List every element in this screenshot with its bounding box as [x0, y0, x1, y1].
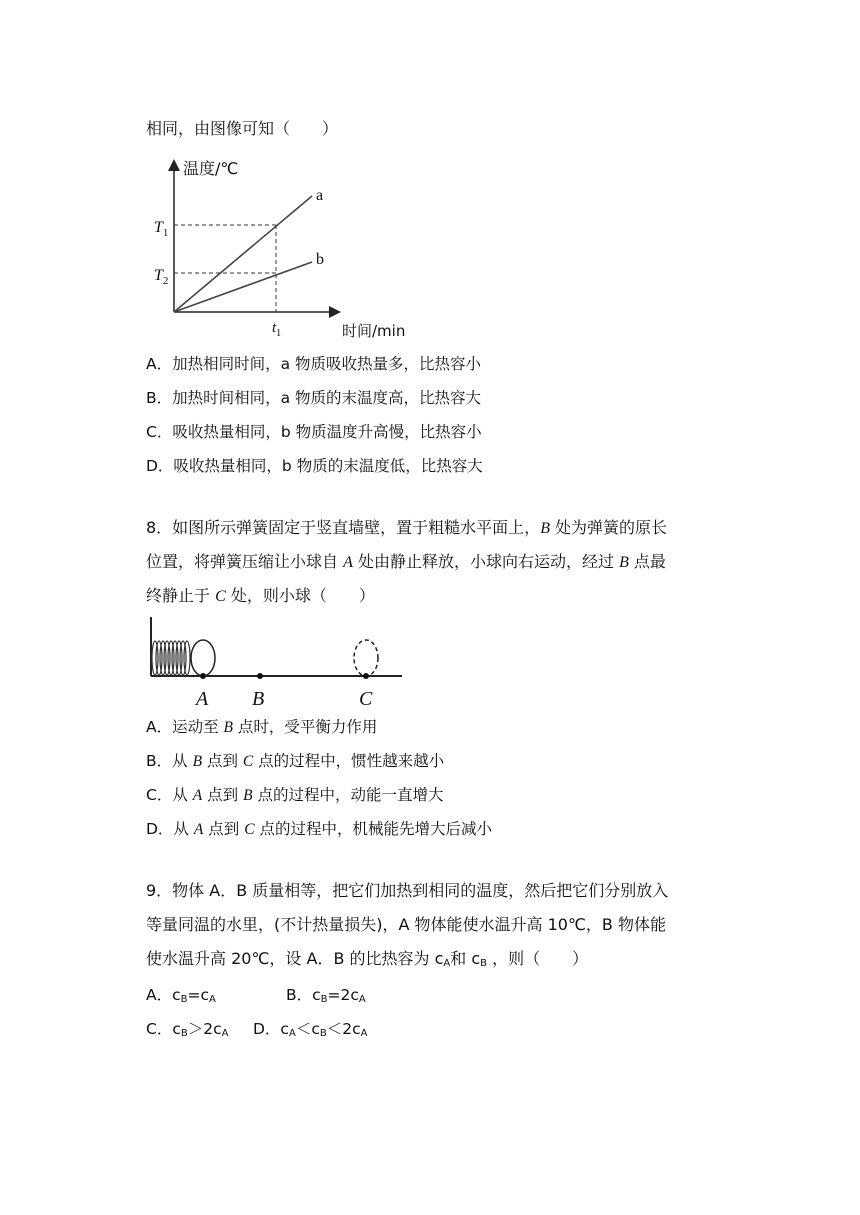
- q7-option-d: D．吸收热量相同，b 物质的末温度低，比热容大: [146, 457, 483, 475]
- label-b: B: [252, 688, 265, 710]
- x-axis-label: 时间/min: [342, 322, 406, 340]
- ball-at-a: [191, 640, 215, 676]
- q8-stem-line2: 位置，将弹簧压缩让小球自 A 处由静止释放，小球向右运动，经过 B 点最: [146, 552, 666, 571]
- q8-option-a: A．运动至 B 点时，受平衡力作用: [146, 718, 378, 736]
- q9-stem-line1: 9．物体 A．B 质量相等，把它们加热到相同的温度，然后把它们分别放入: [146, 881, 669, 900]
- t1-label: $t_1$: [272, 320, 282, 339]
- q8-option-b: B．从 B 点到 C 点的过程中，惯性越来越小: [146, 752, 445, 770]
- q8-spring-figure: [146, 612, 406, 712]
- line-b-label: b: [316, 251, 324, 268]
- q9-stem-line3: 使水温升高 20℃，设 A．B 的比热容为 $c_A$和 $c_B$ ，则（ ）: [146, 949, 589, 969]
- line-b: [174, 262, 312, 312]
- line-a: [174, 196, 312, 312]
- line-a-label: a: [316, 187, 324, 204]
- y-axis-label: 温度/℃: [183, 159, 239, 178]
- ball-at-c-dashed: [354, 640, 378, 676]
- q9-option-a: A．$c_B=c_A$: [146, 986, 216, 1005]
- spring: [152, 641, 190, 675]
- label-c: C: [359, 688, 373, 710]
- point-c: [363, 673, 369, 679]
- q7-option-c: C．吸收热量相同，b 物质温度升高慢，比热容小: [146, 423, 482, 441]
- q9-option-c: C．$c_B>2c_A$: [146, 1020, 229, 1039]
- T2-label: $T_2$: [154, 267, 169, 287]
- label-a: A: [196, 688, 209, 710]
- q8-option-c: C．从 A 点到 B 点的过程中，动能一直增大: [146, 786, 444, 804]
- q8-stem-line3: 终静止于 C 处，则小球（ ）: [146, 586, 375, 605]
- q7-temperature-graph: [150, 150, 420, 345]
- q9-option-b: B．$c_B=2c_A$: [286, 986, 366, 1005]
- q9-option-d: D．$c_A<c_B<2c_A$: [253, 1020, 368, 1039]
- q8-stem-line1: 8．如图所示弹簧固定于竖直墙壁，置于粗糙水平面上，B 处为弹簧的原长: [146, 518, 668, 537]
- q7-stem-tail: 相同，由图像可知（ ）: [146, 119, 339, 138]
- point-b: [257, 673, 263, 679]
- q9-stem-line2: 等量同温的水里，(不计热量损失)，A 物体能使水温升高 10℃，B 物体能: [146, 915, 666, 934]
- q7-option-b: B．加热时间相同，a 物质的末温度高，比热容大: [146, 389, 482, 407]
- q7-option-a: A．加热相同时间，a 物质吸收热量多，比热容小: [146, 355, 482, 373]
- q8-option-d: D．从 A 点到 C 点的过程中，机械能先增大后减小: [146, 820, 492, 838]
- point-a: [200, 673, 206, 679]
- T1-label: $T_1$: [154, 219, 169, 239]
